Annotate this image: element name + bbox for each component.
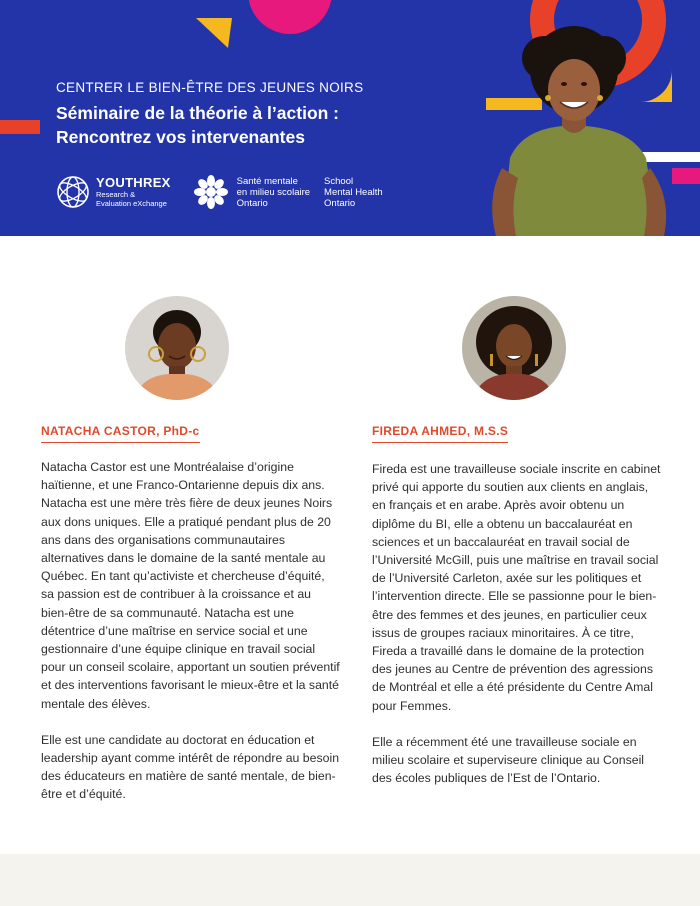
youthrex-logo (56, 175, 171, 209)
smh-fr-line-1: Santé mentale (236, 175, 298, 187)
pink-circle-shape (248, 0, 332, 34)
natacha-photo-image (125, 296, 229, 400)
smh-fr-line-2: en milieu scolaire (236, 186, 311, 198)
smh-en-logo-text (324, 176, 383, 209)
yellow-triangle-shape (196, 18, 232, 48)
hero-woman-image (482, 18, 682, 236)
youthrex-sub-2: Evaluation eXchange (96, 199, 167, 208)
header-kicker: CENTRER LE BIEN-ÊTRE DES JEUNES NOIRS (56, 80, 364, 95)
bio-paragraph-1: Natacha Castor est une Montréalaise d’origine haïtienne, et une Franco-Ontarienne depuis dix ans. Natacha est une mère très fière de deux jeunes Noirs aux dons uniques. Elle a pratiqué pendant plus de 20 ans dans des organisations communautaires alternatives dans le domaine de la santé mentale au Québec. En tant qu’activiste et chercheuse d’équité, sa passion est de contribuer à la croissance et au bien-être de sa communauté. Natacha est une détentrice d’une maîtrise en service social et une gestionnaire d’une équipe clinique en travail social pour un conseil scolaire, apportant un soutien préventif et des interventions favorisant le mieux-être et la santé mentale des élèves. (41, 460, 340, 711)
page-title (56, 101, 476, 149)
bio-paragraph-2: Elle est une candidate au doctorat en éducation et leadership ayant comme intérêt de répondre au besoin des éducateurs en matière de santé mentale, de bien-être et d’équité. (41, 732, 340, 802)
smh-flower-icon (193, 174, 229, 210)
smh-en-line-2: Mental Health (324, 186, 383, 198)
speaker-name-natacha: NATACHA CASTOR, PhD-c (41, 424, 200, 443)
title-line-1: Séminaire de la théorie à l’action : (56, 103, 340, 123)
youthrex-globe-icon (56, 175, 90, 209)
title-line-2: Rencontrez vos intervenantes (56, 127, 305, 147)
bio-paragraph-1: Fireda est une travailleuse sociale inscrite en cabinet privé qui apporte du soutien aux clients en anglais, en français et en arabe. Après avoir obtenu un diplôme du BI, elle a obtenu un baccalauréat en sciences et un baccalauréat en travail social de l’Université McGill, puis une maîtrise en travail social de l’Université Carleton, axée sur les politiques et l’intervention directe. Elle se passionne pour le bien-être des femmes et des jeunes, en particulier ceux issus de groupes raciaux minoritaires. À ce titre, Fireda a travaillé dans le domaine de la protection des jeunes au Centre de prévention des agressions de Montréal et elle a été présidente du Centre Amal pour Femmes. (372, 462, 661, 713)
speaker-bio-fireda (372, 460, 662, 787)
red-bar-shape (0, 120, 40, 134)
partner-logos (56, 172, 383, 212)
smh-fr-line-3: Ontario (236, 197, 268, 209)
youthrex-sub-1: Research & (96, 190, 136, 199)
header-banner (0, 0, 700, 236)
fireda-photo-image (462, 296, 566, 400)
smh-en-line-3: Ontario (324, 197, 356, 209)
youthrex-name: YOUTHREX (96, 175, 171, 190)
speaker-portrait-fireda (462, 296, 566, 400)
speaker-bio-natacha (41, 458, 341, 804)
speaker-portrait-natacha (125, 296, 229, 400)
footer-band (0, 854, 700, 906)
speaker-name-fireda: FIREDA AHMED, M.S.S (372, 424, 508, 443)
bio-paragraph-2: Elle a récemment été une travailleuse sociale en milieu scolaire et superviseure clinique au Conseil des écoles publiques de l’Est de l’Ontario. (372, 734, 645, 786)
smh-ontario-logo (193, 174, 310, 210)
smh-en-line-1: School (324, 175, 354, 187)
